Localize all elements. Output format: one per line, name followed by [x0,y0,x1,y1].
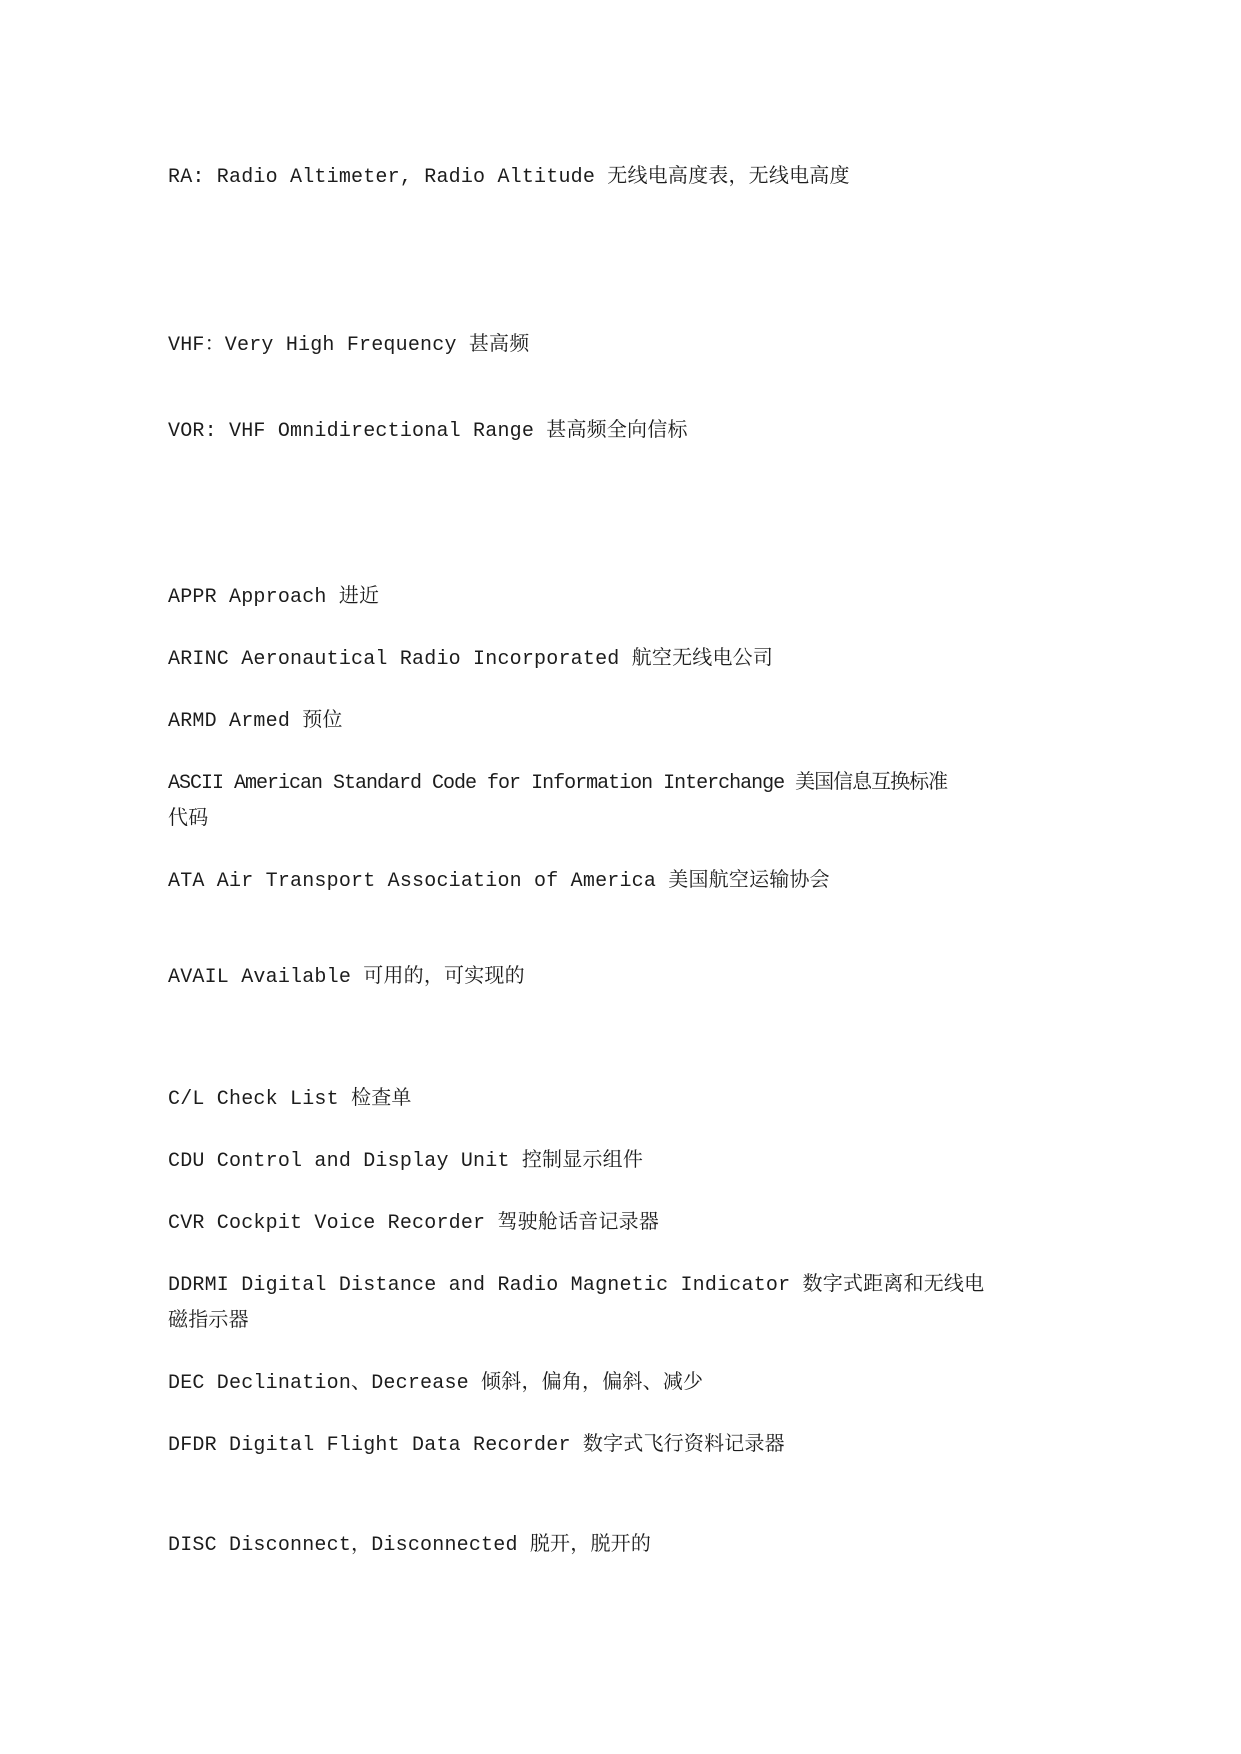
glossary-entry-cdu [168,1144,1153,1180]
glossary-entry-dfdr [168,1428,1153,1464]
entry-text: ARMD Armed 预位 [168,710,343,733]
entry-text: AVAIL Available 可用的，可实现的 [168,966,525,989]
entry-text: CVR Cockpit Voice Recorder 驾驶舱话音记录器 [168,1212,660,1235]
entry-text: ARINC Aeronautical Radio Incorporated 航空无线电公司 [168,648,774,671]
glossary-entry-ra [168,160,1153,196]
glossary-entry-arinc [168,642,1153,678]
entry-text: C/L Check List 检查单 [168,1088,412,1111]
entry-text: CDU Control and Display Unit 控制显示组件 [168,1150,644,1173]
entry-text: DDRMI Digital Distance and Radio Magnetic Indicator 数字式距离和无线电 [168,1274,985,1297]
entry-text: DISC Disconnect，Disconnected 脱开，脱开的 [168,1534,652,1557]
glossary-entry-vor [168,414,1153,450]
entry-text: DFDR Digital Flight Data Recorder 数字式飞行资料记录器 [168,1434,785,1457]
glossary-entry-ata [168,864,1153,900]
entry-text: ASCII American Standard Code for Information Interchange 美国信息互换标准 [168,772,948,795]
glossary-entry-ascii [168,766,1153,838]
entry-text: RA: Radio Altimeter, Radio Altitude 无线电高度表，无线电高度 [168,166,850,189]
glossary-entry-avail [168,960,1153,996]
entry-text: VOR: VHF Omnidirectional Range 甚高频全向信标 [168,420,688,443]
entry-text-wrap: 磁指示器 [168,1310,249,1333]
entry-text: DEC Declination、Decrease 倾斜，偏角，偏斜、减少 [168,1372,704,1395]
entry-text: APPR Approach 进近 [168,586,380,609]
entry-text: ATA Air Transport Association of America 美国航空运输协会 [168,870,830,893]
glossary-entry-disc [168,1528,1153,1564]
entry-text: VHF：Very High Frequency 甚高频 [168,334,530,357]
glossary-entry-ddrmi [168,1268,1153,1340]
glossary-entry-armd [168,704,1153,740]
glossary-entry-cl [168,1082,1153,1118]
glossary-entry-vhf [168,328,1153,364]
glossary-entry-cvr [168,1206,1153,1242]
entry-text-wrap: 代码 [168,808,209,831]
glossary-entry-appr [168,580,1153,616]
glossary-entry-dec [168,1366,1153,1402]
